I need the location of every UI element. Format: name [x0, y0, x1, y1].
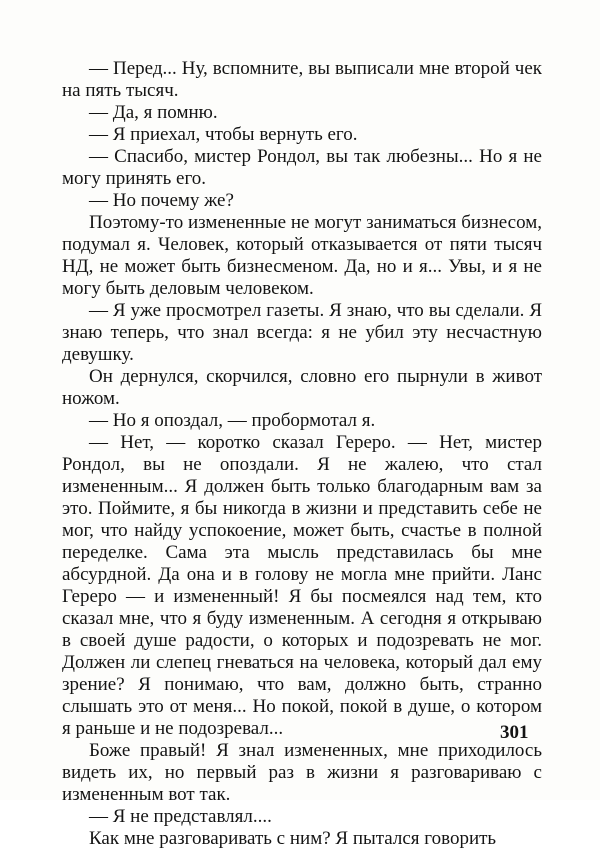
page-number: 301 [500, 722, 529, 743]
paragraph: — Но почему же? [89, 190, 234, 211]
paragraph: — Я не представлял.... [89, 806, 272, 827]
paragraph: Как мне разговаривать с ним? Я пытался говорить [89, 828, 497, 849]
paragraph: — Я уже просмотрел газеты. Я знаю, что вы сделали. Я знаю теперь, что знал всегда: я не убил эту несчастную девушку. [62, 300, 542, 365]
paragraph: — Я приехал, чтобы вернуть его. [89, 124, 358, 145]
paragraph: — Да, я помню. [89, 102, 218, 123]
body-text [62, 58, 542, 850]
paragraph: Боже правый! Я знал измененных, мне приходилось видеть их, но первый раз в жизни я разговариваю с измененным вот так. [62, 740, 542, 805]
paragraph: Поэтому-то измененные не могут заниматься бизнесом, подумал я. Человек, который отказывается от пяти тысяч НД, не может быть бизнесменом. Да, но и я... Увы, и я не могу быть деловым человеком. [62, 212, 542, 299]
paragraph: — Нет, — коротко сказал Гереро. — Нет, мистер Рондол, вы не опоздали. Я не жалею, что стал измененным... Я должен быть только благодарным вам за это. Поймите, я бы никогда в жизни и представить себе не мог, что найду успокоение, может быть, счастье в полной переделке. Сама эта мысль представилась бы мне абсурдной. Да она и в голову не могла мне прийти. Ланс Гереро — и измененный! Я бы посмеялся над тем, кто сказал мне, что я буду измененным. А сегодня я открываю в своей душе радости, о которых и подозревать не мог. Должен ли слепец гневаться на человека, который дал ему зрение? Я понимаю, что вам, должно быть, странно слышать это от меня... Но покой, покой в душе, о котором я раньше и не подозревал... [62, 432, 542, 739]
paragraph: Он дернулся, скорчился, словно его пырнули в живот ножом. [62, 366, 542, 409]
paragraph: — Но я опоздал, — пробормотал я. [89, 410, 376, 431]
paragraph: — Спасибо, мистер Рондол, вы так любезны... Но я не могу принять его. [62, 146, 542, 189]
paragraph: — Перед... Ну, вспомните, вы выписали мне второй чек на пять тысяч. [62, 58, 542, 101]
